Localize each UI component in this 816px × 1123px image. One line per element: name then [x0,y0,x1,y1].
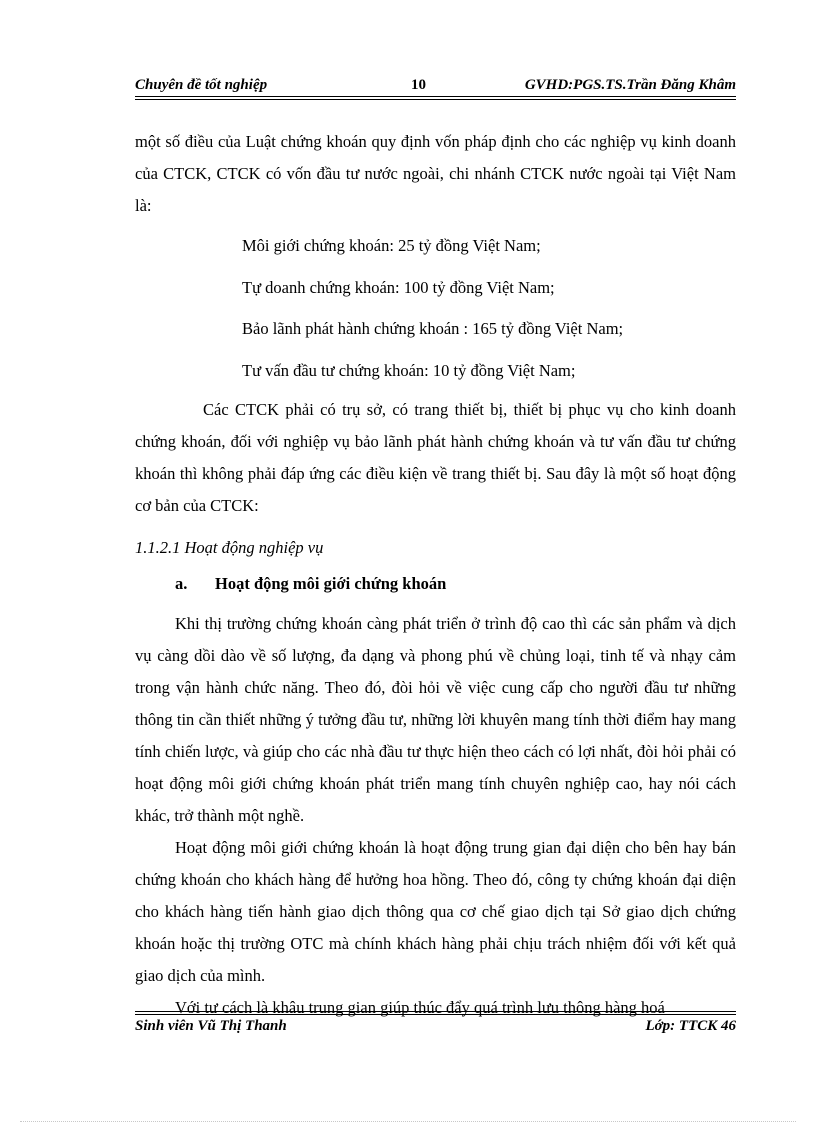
list-item: Tư vấn đầu tư chứng khoán: 10 tỷ đồng Việt Nam; [242,360,576,380]
subsection-title: Hoạt động môi giới chứng khoán [215,574,447,593]
page-footer [135,1017,736,1035]
list-item: Môi giới chứng khoán: 25 tỷ đồng Việt Nam; [242,236,541,255]
facilities-paragraph: Các CTCK phải có trụ sở, có trang thiết bị, thiết bị phục vụ cho kinh doanh chứng khoán, đối với nghiệp vụ bảo lãnh phát hành chứng khoán và tư vấn đầu tư chứng khoán thì không phải đáp ứng các điều kiện về trang thiết bị. Sau đây là một số hoạt động cơ bản của CTCK: [135,400,736,515]
document-body [135,126,736,1024]
footer-class: Lớp: TTCK 46 [645,1018,736,1034]
capital-list [242,225,736,391]
page-header [135,76,736,94]
footer-student: Sinh viên Vũ Thị Thanh [135,1018,287,1034]
header-rule-top [135,96,736,97]
paragraph-2: Hoạt động môi giới chứng khoán là hoạt động trung gian đại diện cho bên hay bán chứng khoán cho khách hàng để hưởng hoa hồng. Theo đó, công ty chứng khoán đại diện cho khách hàng tiến hành giao dịch thông qua cơ chế giao dịch tại Sở giao dịch chứng khoán hoặc thị trường OTC mà chính khách hàng phải chịu trách nhiệm đối với kết quả giao dịch của mình. [135,838,736,985]
section-heading: 1.1.2.1 Hoạt động nghiệp vụ [135,538,324,557]
paragraph-3: Với tư cách là khâu trung gian giúp thúc đẩy quá trình lưu thông hàng hoá [175,998,665,1017]
paragraph-1: Khi thị trường chứng khoán càng phát triển ở trình độ cao thì các sản phẩm và dịch vụ càng dồi dào về số lượng, đa dạng và phong phú về chủng loại, tinh tế và nhạy cảm trong vận hành chức năng. Theo đó, đòi hỏi về việc cung cấp cho người đầu tư những thông tin cần thiết những ý tưởng đầu tư, những lời khuyên mang tính thời điểm hay mang tính chiến lược, và giúp cho các nhà đầu tư thực hiện theo cách có lợi nhất, đòi hỏi phải có hoạt động môi giới chứng khoán phát triển mang tính chuyên nghiệp cao, hay nói cách khác, trở thành một nghề. [135,614,736,825]
page-number: 10 [411,77,426,93]
page-edge-divider [20,1121,796,1122]
list-item: Tự doanh chứng khoán: 100 tỷ đồng Việt Nam; [242,277,555,297]
header-title: Chuyên đề tốt nghiệp [135,77,268,93]
header-rule-bottom [135,99,736,100]
header-advisor: GVHD:PGS.TS.Trần Đăng Khâm [524,77,736,93]
footer-rule-bottom [135,1014,736,1015]
intro-paragraph: một số điều của Luật chứng khoán quy định vốn pháp định cho các nghiệp vụ kinh doanh của CTCK, CTCK có vốn đầu tư nước ngoài, chi nhánh CTCK nước ngoài tại Việt Nam là: [135,132,736,215]
footer-rule-top [135,1011,736,1012]
list-item: Bảo lãnh phát hành chứng khoán : 165 tỷ đồng Việt Nam; [242,319,624,338]
subsection-heading [135,566,736,602]
subsection-letter: a. [175,574,188,593]
